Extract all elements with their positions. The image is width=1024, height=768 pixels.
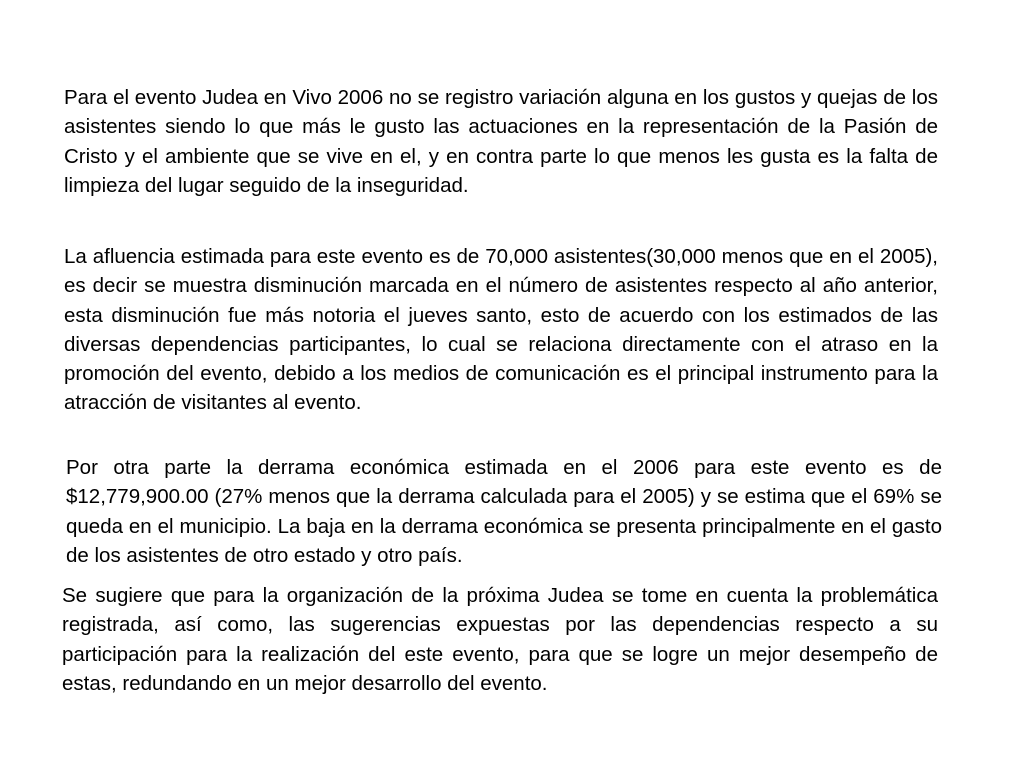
paragraph-economic-impact: Por otra parte la derrama económica estimada en el 2006 para este evento es de $12,779,900.00 (27% menos que la derrama calculada para el 2005) y se estima que el 69% se queda en el municipio. La baja en la derrama económica se presenta principalmente en el gasto de los asistentes de otro estado y otro país. — [66, 456, 948, 567]
paragraph-judea-2006-preferences: Para el evento Judea en Vivo 2006 no se registro variación alguna en los gustos y quejas de los asistentes siendo lo que más le gusto las actuaciones en la representación de la Pasión de Cristo y el ambiente que se vive en el, y en contra parte lo que menos les gusta es la falta de limpieza del lugar seguido de la inseguridad. — [64, 86, 944, 197]
paragraph-attendance-estimate: La afluencia estimada para este evento es de 70,000 asistentes(30,000 menos que en el 2005), es decir se muestra disminución marcada en el número de asistentes respecto al año anterior, esta disminución fue más notoria el jueves santo, esto de acuerdo con los estimados de las diversas dependencias participantes, lo cual se relaciona directamente con el atraso en la promoción del evento, debido a los medios de comunicación es el principal instrumento para la atracción de visitantes al evento. — [64, 245, 944, 415]
paragraph-recommendation: Se sugiere que para la organización de la próxima Judea se tome en cuenta la problemática registrada, así como, las sugerencias expuestas por las dependencias respecto a su participación para la realización del este evento, para que se logre un mejor desempeño de estas, redundando en un mejor desarrollo del evento. — [62, 584, 950, 695]
